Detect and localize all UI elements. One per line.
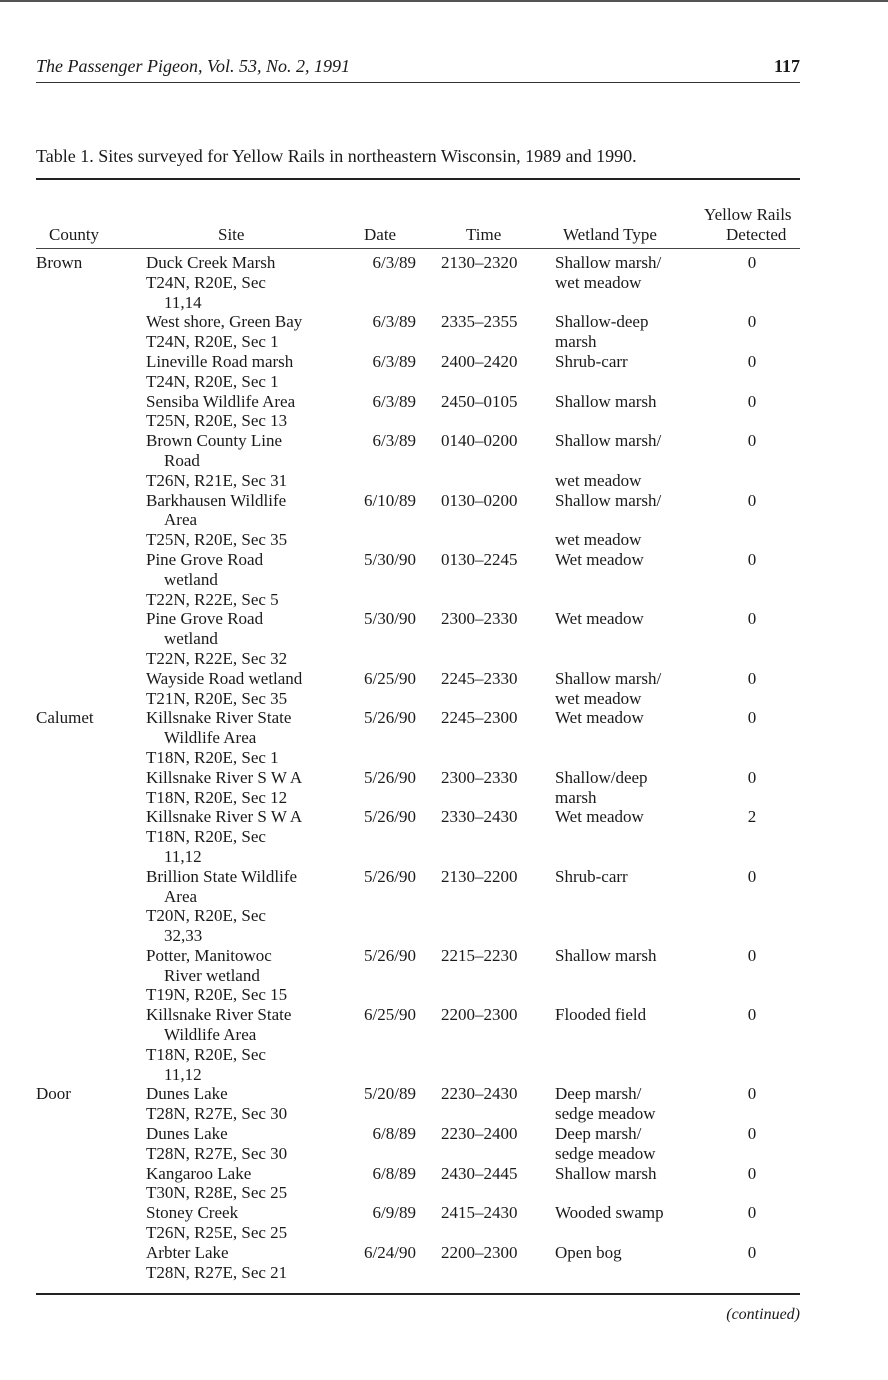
wetland-line: Shrub-carr	[555, 866, 628, 886]
cell-date: 5/30/90	[364, 549, 416, 569]
cell-date: 6/25/90	[364, 668, 416, 688]
table-row	[0, 807, 888, 866]
cell-time: 0130–0200	[441, 490, 518, 510]
wetland-line: Flooded field	[555, 1005, 647, 1025]
cell-detected: 0	[747, 351, 757, 371]
site-line: T30N, R28E, Sec 25	[146, 1183, 288, 1203]
table-row	[0, 431, 888, 490]
table-bottom-rule	[36, 1293, 800, 1295]
wetland-line: Shallow marsh/	[555, 431, 662, 451]
cell-wetland-type	[555, 669, 661, 709]
table-caption: Table 1. Sites surveyed for Yellow Rails in northeastern Wisconsin, 1989 and 1990.	[36, 146, 637, 166]
cell-wetland-type	[555, 392, 657, 412]
cell-time: 2400–2420	[441, 351, 518, 371]
table-row	[0, 1243, 888, 1283]
site-line: T22N, R22E, Sec 5	[146, 589, 279, 609]
cell-site	[146, 352, 346, 392]
wetland-line: Wooded swamp	[555, 1203, 664, 1223]
cell-time: 2215–2230	[441, 945, 518, 965]
cell-site	[146, 867, 346, 946]
site-line: Wildlife Area	[164, 1025, 257, 1045]
table-row	[0, 253, 888, 312]
cell-date: 5/26/90	[364, 807, 416, 827]
site-line: Road	[164, 450, 200, 470]
cell-time: 2430–2445	[441, 1163, 518, 1183]
wetland-line: sedge meadow	[555, 1104, 656, 1124]
cell-detected: 0	[747, 1124, 757, 1144]
cell-date: 5/26/90	[364, 866, 416, 886]
site-line: T28N, R27E, Sec 30	[146, 1104, 288, 1124]
wetland-line: wet meadow	[555, 530, 642, 550]
cell-date: 5/30/90	[364, 609, 416, 629]
running-head	[36, 56, 800, 83]
site-line: T18N, R20E, Sec	[146, 827, 266, 847]
header-wetland-type: Wetland Type	[563, 225, 657, 244]
site-line: Killsnake River State	[146, 1005, 292, 1025]
wetland-line: Deep marsh/	[555, 1124, 642, 1144]
cell-date: 6/3/89	[372, 351, 416, 371]
site-line: T20N, R20E, Sec	[146, 906, 266, 926]
cell-detected: 0	[747, 609, 757, 629]
header-time: Time	[466, 225, 502, 244]
cell-date: 6/24/90	[364, 1242, 416, 1262]
cell-time: 2230–2400	[441, 1124, 518, 1144]
cell-date: 5/20/89	[364, 1084, 416, 1104]
cell-date: 6/8/89	[372, 1163, 416, 1183]
cell-site	[146, 392, 346, 432]
cell-wetland-type	[555, 867, 628, 887]
cell-wetland-type	[555, 312, 648, 352]
cell-wetland-type	[555, 1243, 622, 1263]
site-line: T22N, R22E, Sec 32	[146, 648, 288, 668]
site-line: Brown County Line	[146, 431, 282, 451]
site-line: T18N, R20E, Sec 12	[146, 787, 288, 807]
cell-site	[146, 1203, 346, 1243]
cell-county: Calumet	[36, 708, 94, 728]
wetland-line: sedge meadow	[555, 1143, 656, 1163]
cell-wetland-type	[555, 491, 661, 550]
cell-time: 2330–2430	[441, 807, 518, 827]
table-row	[0, 946, 888, 1005]
cell-date: 5/26/90	[364, 945, 416, 965]
cell-site	[146, 1243, 346, 1283]
wetland-line: Wet meadow	[555, 609, 644, 629]
table-row	[0, 1164, 888, 1204]
wetland-line	[555, 451, 661, 471]
site-line: T21N, R20E, Sec 35	[146, 688, 288, 708]
table-row	[0, 491, 888, 550]
cell-detected: 0	[747, 767, 757, 787]
cell-site	[146, 431, 346, 490]
table-row	[0, 708, 888, 767]
site-line: Potter, Manitowoc	[146, 945, 272, 965]
table-row	[0, 768, 888, 808]
cell-site	[146, 1084, 346, 1124]
cell-wetland-type	[555, 708, 644, 728]
site-line: T25N, R20E, Sec 13	[146, 411, 288, 431]
table-row	[0, 867, 888, 946]
cell-wetland-type	[555, 807, 644, 827]
cell-date: 6/3/89	[372, 431, 416, 451]
site-line: Lineville Road marsh	[146, 351, 294, 371]
cell-date: 6/3/89	[372, 312, 416, 332]
cell-county: Brown	[36, 253, 83, 272]
wetland-line: Shrub-carr	[555, 351, 628, 371]
site-line: River wetland	[164, 965, 260, 985]
cell-wetland-type	[555, 1164, 657, 1184]
wetland-line: wet meadow	[555, 470, 642, 490]
cell-time: 2200–2300	[441, 1242, 518, 1262]
cell-date: 6/3/89	[372, 253, 416, 272]
cell-date: 6/8/89	[372, 1124, 416, 1144]
wetland-line: Shallow marsh/	[555, 490, 662, 510]
site-line: T28N, R27E, Sec 30	[146, 1143, 288, 1163]
cell-time: 2130–2200	[441, 866, 518, 886]
cell-date: 6/25/90	[364, 1005, 416, 1025]
wetland-line: Shallow marsh	[555, 1163, 657, 1183]
continued-note: (continued)	[726, 1306, 800, 1323]
table-top-rule	[36, 178, 800, 180]
table-row	[0, 550, 888, 609]
site-line: T24N, R20E, Sec 1	[146, 332, 279, 352]
wetland-line: Shallow marsh/	[555, 668, 662, 688]
cell-site	[146, 1005, 346, 1084]
cell-time: 2450–0105	[441, 391, 518, 411]
wetland-line: Wet meadow	[555, 549, 644, 569]
site-line: 11,14	[164, 292, 202, 312]
cell-time: 2415–2430	[441, 1203, 518, 1223]
wetland-line: marsh	[555, 787, 597, 807]
cell-wetland-type	[555, 1124, 656, 1164]
cell-site	[146, 609, 346, 668]
table-row	[0, 312, 888, 352]
header-detected: Detected	[726, 225, 787, 244]
cell-time: 2130–2320	[441, 253, 518, 272]
cell-time: 2230–2430	[441, 1084, 518, 1104]
cell-detected: 0	[747, 490, 757, 510]
cell-detected: 2	[747, 807, 757, 827]
table-row	[0, 1203, 888, 1243]
site-line: T25N, R20E, Sec 35	[146, 530, 288, 550]
cell-wetland-type	[555, 1005, 646, 1025]
site-line: Barkhausen Wildlife	[146, 490, 287, 510]
table-row	[0, 669, 888, 709]
cell-wetland-type	[555, 768, 648, 808]
cell-site	[146, 708, 346, 767]
top-border	[0, 0, 888, 2]
cell-wetland-type	[555, 1203, 664, 1223]
cell-county: Door	[36, 1084, 71, 1104]
cell-detected: 0	[747, 1005, 757, 1025]
cell-site	[146, 312, 346, 352]
wetland-line: Shallow/deep	[555, 767, 648, 787]
wetland-line: Open bog	[555, 1242, 622, 1262]
header-site: Site	[218, 225, 245, 244]
cell-detected: 0	[747, 1242, 757, 1262]
site-line: Area	[164, 886, 198, 906]
site-line: T24N, R20E, Sec 1	[146, 371, 279, 391]
site-line: Wayside Road wetland	[146, 668, 303, 688]
cell-time: 2300–2330	[441, 609, 518, 629]
table-row	[0, 352, 888, 392]
cell-wetland-type	[555, 946, 657, 966]
cell-site	[146, 550, 346, 609]
site-line: T19N, R20E, Sec 15	[146, 985, 288, 1005]
wetland-line: Shallow marsh	[555, 391, 657, 411]
cell-time: 2300–2330	[441, 767, 518, 787]
site-line: Sensiba Wildlife Area	[146, 391, 296, 411]
wetland-line: wet meadow	[555, 688, 642, 708]
site-line: wetland	[164, 569, 218, 589]
cell-date: 5/26/90	[364, 767, 416, 787]
cell-detected: 0	[747, 668, 757, 688]
site-line: Killsnake River S W A	[146, 767, 303, 787]
cell-site	[146, 1124, 346, 1164]
cell-site	[146, 768, 346, 808]
header-yellow-rails: Yellow Rails	[704, 205, 792, 224]
site-line: Killsnake River S W A	[146, 807, 303, 827]
header-county: County	[49, 225, 100, 244]
cell-wetland-type	[555, 253, 661, 293]
table-row	[0, 609, 888, 668]
site-line: Killsnake River State	[146, 708, 292, 728]
site-line: West shore, Green Bay	[146, 312, 303, 332]
wetland-line: wet meadow	[555, 272, 642, 292]
table-body	[0, 253, 888, 1282]
cell-detected: 0	[747, 1084, 757, 1104]
site-line: Pine Grove Road	[146, 549, 264, 569]
site-line: Dunes Lake	[146, 1084, 228, 1104]
cell-detected: 0	[747, 312, 757, 332]
cell-detected: 0	[747, 549, 757, 569]
cell-site	[146, 1164, 346, 1204]
cell-date: 6/3/89	[372, 391, 416, 411]
cell-wetland-type	[555, 1084, 656, 1124]
site-line: T26N, R21E, Sec 31	[146, 470, 288, 490]
wetland-line: Wet meadow	[555, 807, 644, 827]
site-line: T28N, R27E, Sec 21	[146, 1262, 288, 1282]
cell-time: 2335–2355	[441, 312, 518, 332]
wetland-line: Shallow marsh	[555, 945, 657, 965]
cell-date: 5/26/90	[364, 708, 416, 728]
table-row	[0, 1005, 888, 1084]
site-line: T18N, R20E, Sec	[146, 1044, 266, 1064]
cell-date: 6/10/89	[364, 490, 416, 510]
site-line: Kangaroo Lake	[146, 1163, 252, 1183]
cell-detected: 0	[747, 1163, 757, 1183]
cell-detected: 0	[747, 253, 757, 272]
cell-date: 6/9/89	[372, 1203, 416, 1223]
site-line: Stoney Creek	[146, 1203, 239, 1223]
cell-site	[146, 491, 346, 550]
cell-wetland-type	[555, 550, 644, 570]
page-number: 117	[773, 56, 800, 76]
header-date: Date	[364, 225, 397, 244]
cell-detected: 0	[747, 431, 757, 451]
wetland-line	[555, 510, 661, 530]
cell-detected: 0	[747, 391, 757, 411]
table-header-rule	[36, 248, 800, 249]
site-line: Brillion State Wildlife	[146, 866, 298, 886]
wetland-line: Wet meadow	[555, 708, 644, 728]
site-line: T26N, R25E, Sec 25	[146, 1223, 288, 1243]
cell-detected: 0	[747, 866, 757, 886]
cell-site	[146, 807, 346, 866]
cell-site	[146, 946, 346, 1005]
wetland-line: Deep marsh/	[555, 1084, 642, 1104]
cell-wetland-type	[555, 609, 644, 629]
cell-time: 2245–2300	[441, 708, 518, 728]
site-line: Duck Creek Marsh	[146, 253, 276, 272]
site-line: Area	[164, 510, 198, 530]
cell-detected: 0	[747, 708, 757, 728]
site-line: Wildlife Area	[164, 728, 257, 748]
journal-citation: The Passenger Pigeon, Vol. 53, No. 2, 1991	[36, 56, 350, 76]
cell-time: 0140–0200	[441, 431, 518, 451]
cell-time: 2200–2300	[441, 1005, 518, 1025]
cell-site	[146, 669, 346, 709]
site-line: Arbter Lake	[146, 1242, 229, 1262]
site-line: Dunes Lake	[146, 1124, 228, 1144]
cell-site	[146, 253, 346, 312]
site-line: T24N, R20E, Sec	[146, 272, 266, 292]
cell-detected: 0	[747, 1203, 757, 1223]
wetland-line: Shallow marsh/	[555, 253, 662, 272]
wetland-line: marsh	[555, 332, 597, 352]
table-row	[0, 1124, 888, 1164]
site-line: 11,12	[164, 1064, 202, 1084]
site-line: 32,33	[164, 926, 203, 946]
cell-wetland-type	[555, 352, 628, 372]
cell-detected: 0	[747, 945, 757, 965]
site-line: Pine Grove Road	[146, 609, 264, 629]
cell-time: 2245–2330	[441, 668, 518, 688]
wetland-line: Shallow-deep	[555, 312, 649, 332]
cell-time: 0130–2245	[441, 549, 518, 569]
site-line: T18N, R20E, Sec 1	[146, 747, 279, 767]
site-line: wetland	[164, 629, 218, 649]
table-row	[0, 1084, 888, 1124]
table-row	[0, 392, 888, 432]
site-line: 11,12	[164, 846, 202, 866]
cell-wetland-type	[555, 431, 661, 490]
